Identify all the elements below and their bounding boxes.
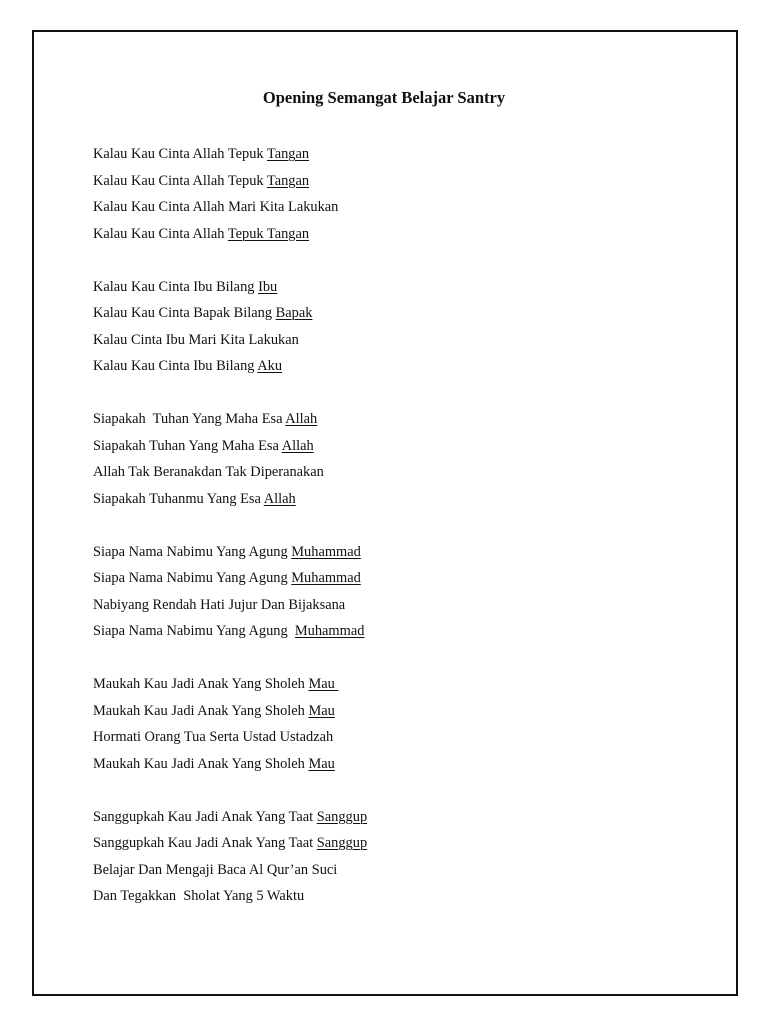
lyric-line [93, 486, 713, 513]
lyric-response: Muhammad [294, 623, 365, 639]
stanza [93, 804, 713, 910]
lyric-line [93, 539, 713, 566]
lyric-text: Dan Tegakkan Sholat Yang 5 Waktu [93, 888, 305, 904]
lyric-text: Kalau Kau Cinta Ibu Bilang [93, 278, 259, 295]
lyric-text: Kalau Kau Cinta Bapak Bilang [93, 305, 276, 321]
lyric-response: Allah [285, 411, 318, 427]
lyric-response: Tangan [266, 172, 310, 189]
lyric-line [93, 751, 713, 778]
lyric-response: Aku [257, 358, 283, 374]
lyric-text: Siapa Nama Nabimu Yang Agung [93, 623, 295, 639]
lyric-response: Muhammad [291, 543, 361, 560]
lyric-line [93, 565, 713, 592]
lyric-text: Nabiyang Rendah Hati Jujur Dan Bijaksana [93, 596, 346, 613]
lyric-text: Maukah Kau Jadi Anak Yang Sholeh [93, 702, 309, 719]
lyric-response: Muhammad [291, 570, 361, 586]
lyric-text: Maukah Kau Jadi Anak Yang Sholeh [93, 676, 309, 692]
lyric-response: Tangan [266, 146, 310, 162]
lyrics-body [93, 141, 713, 936]
lyric-response: Allah [263, 490, 296, 507]
lyric-text: Kalau Kau Cinta Ibu Bilang [93, 358, 258, 374]
lyric-text: Sanggupkah Kau Jadi Anak Yang Taat [93, 835, 317, 851]
lyric-response: Mau [308, 755, 335, 772]
lyric-text: Siapa Nama Nabimu Yang Agung [93, 570, 292, 586]
document-title: Opening Semangat Belajar Santry [262, 88, 506, 107]
stanza [93, 539, 713, 645]
lyric-line [93, 300, 713, 327]
lyric-line [93, 698, 713, 725]
lyric-response: Sanggup [316, 835, 368, 851]
stanza [93, 274, 713, 380]
lyric-line [93, 883, 713, 910]
lyric-text: Allah Tak Beranakdan Tak Diperanakan [93, 464, 324, 480]
lyric-line [93, 724, 713, 751]
lyric-response: Ibu [258, 278, 278, 295]
lyric-text: Belajar Dan Mengaji Baca Al Qur’an Suci [93, 861, 338, 878]
lyric-response: Mau [308, 676, 339, 692]
lyric-response: Sanggup [316, 808, 368, 825]
lyric-text: Kalau Kau Cinta Allah Mari Kita Lakukan [93, 199, 339, 215]
lyric-text: Kalau Cinta Ibu Mari Kita Lakukan [93, 331, 299, 348]
lyric-text: Maukah Kau Jadi Anak Yang Sholeh [93, 755, 309, 772]
lyric-text: Siapakah Tuhanmu Yang Esa [93, 490, 264, 507]
lyric-line [93, 857, 713, 884]
lyric-line [93, 327, 713, 354]
stanza [93, 406, 713, 512]
lyric-text: Siapakah Tuhan Yang Maha Esa [93, 411, 286, 427]
lyric-line [93, 671, 713, 698]
lyric-text: Siapakah Tuhan Yang Maha Esa [93, 437, 282, 454]
lyric-line [93, 141, 713, 168]
lyric-line [93, 618, 713, 645]
lyric-text: Siapa Nama Nabimu Yang Agung [93, 543, 292, 560]
lyric-text: Kalau Kau Cinta Allah [93, 225, 228, 242]
lyric-line [93, 168, 713, 195]
lyric-line [93, 353, 713, 380]
lyric-line [93, 406, 713, 433]
lyric-response: Mau [308, 702, 335, 719]
lyric-text: Hormati Orang Tua Serta Ustad Ustadzah [93, 729, 334, 745]
lyric-text: Kalau Kau Cinta Allah Tepuk [93, 172, 267, 189]
lyric-text: Sanggupkah Kau Jadi Anak Yang Taat [93, 808, 317, 825]
stanza [93, 141, 713, 247]
lyric-line [93, 459, 713, 486]
lyric-response: Allah [281, 437, 314, 454]
lyric-line [93, 433, 713, 460]
lyric-line [93, 274, 713, 301]
stanza [93, 671, 713, 777]
lyric-response: Tepuk Tangan [227, 225, 310, 242]
lyric-line [93, 830, 713, 857]
lyric-line [93, 221, 713, 248]
lyric-line [93, 804, 713, 831]
lyric-line [93, 592, 713, 619]
lyric-text: Kalau Kau Cinta Allah Tepuk [93, 146, 267, 162]
lyric-line [93, 194, 713, 221]
lyric-response: Bapak [275, 305, 313, 321]
